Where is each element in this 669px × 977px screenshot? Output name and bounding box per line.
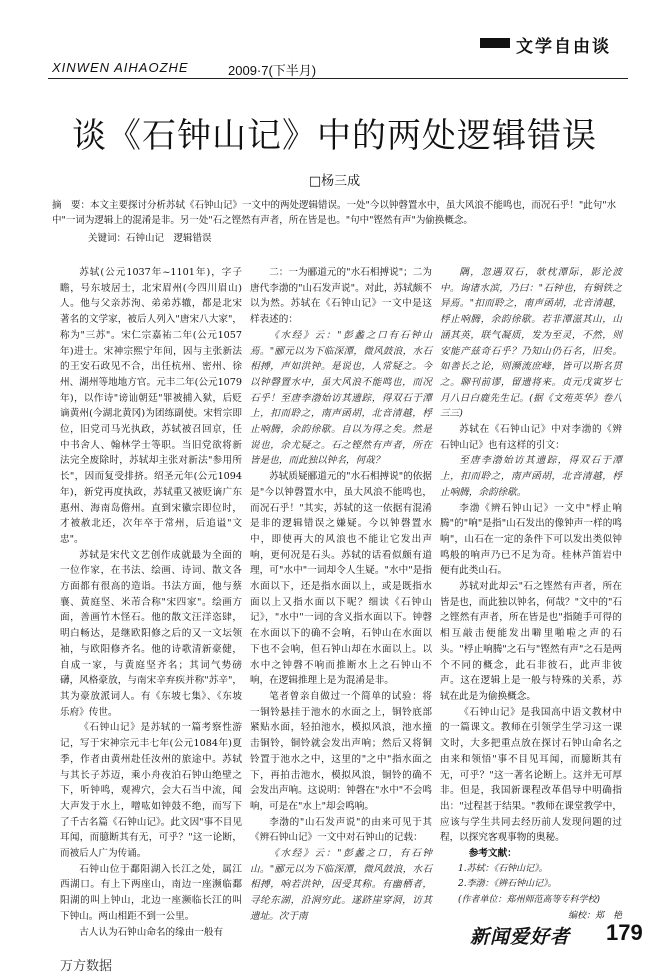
paragraph: 古人认为石钟山命名的缘由一般有 bbox=[79, 926, 224, 938]
paragraph: 二：一为郦道元的"水石相搏说"；二为唐代李渤的"山石发声说"。对此，苏轼颇不以为然。苏轼在《石钟山记》一文中是这样表述的： bbox=[250, 267, 432, 326]
column-tag bbox=[480, 18, 655, 66]
header-rule bbox=[48, 78, 628, 79]
quotation: 隅，忽遇双石，欹枕潭际，影沦波中。询诸水滨，乃曰："石钟也，有铜铁之异焉。"扣而聆之，南声函胡，北音清越，桴止响腾，余韵徐歇。若非潭滋其山，山涵其英，联气凝质，发为至灵，不然，则安能产兹奇石乎？乃知山仍石名，旧矣。如善长之论，则濒流庶峰，皆可以斯名贯之。聊刊前谬，留遗将来。贞元戊寅岁七月八日白鹿先生记。(据《文苑英华》卷八三三) bbox=[440, 267, 622, 420]
references-title: 参考文献： bbox=[468, 848, 517, 860]
paragraph: 《石钟山记》是我国高中语文教材中的一篇课文。教师在引领学生学习这一课文时，大多把重点放在探讨石钟山命名之由来和领悟"事不目见耳闻，而臆断其有无，可乎？"这一著名论断上。这并无可厚非。但是，我国新课程改革倡导中明确指出："过程甚于结果。"教师在课堂教学中，应该与学生共同去经历前人发现问题的过程，以探究客观事物的奥秘。 bbox=[440, 706, 622, 844]
article-title: 谈《石钟山记》中的两处逻辑错误 bbox=[72, 116, 597, 156]
watermark: 万方数据 bbox=[60, 959, 113, 974]
keywords: 关键词：石钟山记 逻辑错误 bbox=[88, 233, 212, 244]
article-author: □杨三成 bbox=[308, 174, 361, 189]
reference-item: 1.苏轼：《石钟山记》。 bbox=[458, 863, 548, 874]
page-number: 179 bbox=[606, 920, 643, 945]
abstract: 摘 要：本文主要探讨分析苏轼《石钟山记》一文中的两处逻辑错误。一处"今以钟磬置水中，虽大风浪不能鸣也，而况石乎！"此句"水中"一词为逻辑上的混淆是非。另一处"石之铿然有声者，所在皆是也。"句中"铿然有声"为偷换概念。 bbox=[52, 200, 617, 226]
paragraph: 李渤的"山石发声说"的由来可见于其《辨石钟山记》一文中对石钟山的记载： bbox=[250, 816, 432, 844]
quotation: 《水经》云："彭蠡之口，有石钟山。"郦元以为下临深潭，微风鼓浪，水石相搏，响若洪钟，因受其称。有幽栖者，寻纶东湖，沿涧穷此。遂跻崖穿洞，访其遗址。次于南 bbox=[250, 848, 432, 922]
paragraph: 石钟山位于鄱阳湖入长江之处，属江西湖口。有上下两座山，南边一座濒临鄱阳湖的叫上钟山，北边一座濒临长江的叫下钟山。两山相距不到一公里。 bbox=[60, 863, 242, 922]
editor-note: 编校：郑 艳 bbox=[567, 910, 622, 921]
reference-item: 2.李渤：《辨石钟山记》。 bbox=[458, 879, 557, 890]
column-tag-label: 文学自由谈 bbox=[516, 37, 611, 57]
column-2 bbox=[250, 265, 432, 925]
journal-brand: XINWEN AIHAOZHE bbox=[52, 60, 189, 75]
paragraph: 苏轼是宋代文艺创作成就最为全面的一位作家，在书法、绘画、诗词、散文各方面都有很高的造诣。书法方面，他与蔡襄、黄庭坚、米芾合称"宋四家"。绘画方面，善画竹木怪石。他的散文汪洋恣肆，明白畅达，是继欧阳修之后的又一文坛领袖，与欧阳修齐名。他的诗歌清新豪健，自成一家，与黄庭坚齐名；其词气势磅礴，风格豪放，与南宋辛弃疾并称"苏辛"，其为豪放派词人。有《东坡七集》、《东坡乐府》传世。 bbox=[60, 549, 242, 718]
issue-date: 2009·7(下半月) bbox=[228, 63, 317, 78]
footer-journal-name: 新闻爱好者 bbox=[470, 926, 571, 948]
paragraph: 苏轼在《石钟山记》中对李渤的《辨石钟山记》也有这样的引文： bbox=[440, 424, 622, 451]
paragraph: 笔者曾亲自做过一个简单的试验：将一铜铃悬挂于池水的水面之上，铜铃底部紧贴水面，轻拍池水，模拟风浪，池水撞击铜铃，铜铃就会发出声响；然后又将铜铃置于池水之中，这里的"之中"指水面之下，再拍击池水，模拟风浪，铜铃的确不会发出声响。这说明：钟磬在"水中"不会鸣响，可是在"水上"却会鸣响。 bbox=[250, 690, 432, 812]
column-tag-bar bbox=[480, 38, 510, 48]
author-affiliation: (作者单位：郑州师范高等专科学校) bbox=[458, 895, 601, 906]
column-1 bbox=[60, 265, 242, 940]
quotation: 至唐李渤始访其遗踪，得双石于潭上，扣而聆之，南声函胡，北音清越，桴止响腾，余韵徐歇。 bbox=[440, 455, 622, 498]
paragraph: 苏轼对此却云"石之铿然有声者，所在皆是也，而此独以钟名，何哉？"文中的"石之铿然有声者，所在皆是也"指随手可得的相互敲击便能发出噼里啪啦之声的石头。"桴止响腾"之石与"铿然有声"之石是两个不同的概念，此石非彼石，此声非彼声。这在逻辑上是一般与特殊的关系，苏轼在此是为偷换概念。 bbox=[440, 581, 622, 702]
quotation: 《水经》云："彭蠡之口有石钟山焉。"郦元以为下临深潭，微风鼓浪，水石相搏，声如洪钟。是说也，人常疑之。今以钟磬置水中，虽大风浪不能鸣也，而况石乎！至唐李渤始访其遗踪，得双石于潭上，扣而聆之，南声函胡，北音清越，桴止响腾，余韵徐歇。自以为得之矣。然是说也，余尤疑之。石之铿然有声者，所在皆是也，而此独以钟名，何哉？ bbox=[250, 329, 432, 467]
paragraph: 《石钟山记》是苏轼的一篇考察性游记，写于宋神宗元丰七年(公元1084年)夏季，作者由黄州赴任汝州的旅途中。苏轼与其长子苏迈，乘小舟夜泊石钟山绝壁之下，听钟鸣，观裨穴，会大石当中流，闻大声发于水上，噌吰如钟鼓不绝，而写下了千古名篇《石钟山记》。此文因"事不目见耳闻，而臆断其有无，可乎？"这一论断，而被后人广为传诵。 bbox=[60, 722, 242, 860]
paragraph: 李渤《辨石钟山记》一文中"桴止响腾"的"响"是指"山石发出的像钟声一样的鸣响"，山石在一定的条件下可以发出类似钟鸣般的响声乃已不足为奇。桂林芦笛岩中便有此类山石。 bbox=[440, 502, 622, 577]
paragraph: 苏轼质疑郦道元的"水石相搏说"的依据是"今以钟磬置水中，虽大风浪不能鸣也，而况石乎！"其实，苏轼的这一依据有混淆是非的逻辑错误之嫌疑。今以钟磬置水中，即使再大的风浪也不能让它发出声响，更何况是石头。苏轼的话看似颇有道理，可"水中"一词却令人生疑。"水中"是指水面以下，还是指水面以上，或是既指水面以上又指水面以下呢？细读《石钟山记》，"水中"一词的含义指水面以下。钟磬在水面以下的确不会响，石钟山在水面以下也不会响，但石钟山却在水面以上。以水中之钟磬不响而推断水上之石钟山不响，在逻辑推理上是为混淆是非。 bbox=[250, 471, 432, 687]
column-3 bbox=[440, 265, 622, 925]
paragraph: 苏轼(公元1037年~1101年)，字子瞻，号东坡居士，北宋眉州(今四川眉山)人。他与父亲苏洵、弟弟苏辙，都是北宋著名的文学家，被后人列入"唐宋八大家"，称为"三苏"。宋仁宗嘉祐二年(公元1057年)进士。宋神宗熙宁年间，因与主张新法的王安石政见不合，出任杭州、密州、徐州、湖州等地地方官。元丰二年(公元1079年)，以作诗"谤讪朝廷"罪被捕入狱，后贬谪黄州(今湖北黄冈)为团练副使。宋哲宗即位，旧党司马光执政，苏轼被召回京，任中书舍人、翰林学士等职。当旧党欲将新法完全废除时，苏轼却主张对新法"参用所长"，因而复受排挤。绍圣元年(公元1094年)，新党再度执政，苏轼重又被贬谪广东惠州、海南岛儋州。直到宋徽宗即位时，才被赦北还，次年卒于常州，后追谥"文忠"。 bbox=[60, 267, 242, 545]
